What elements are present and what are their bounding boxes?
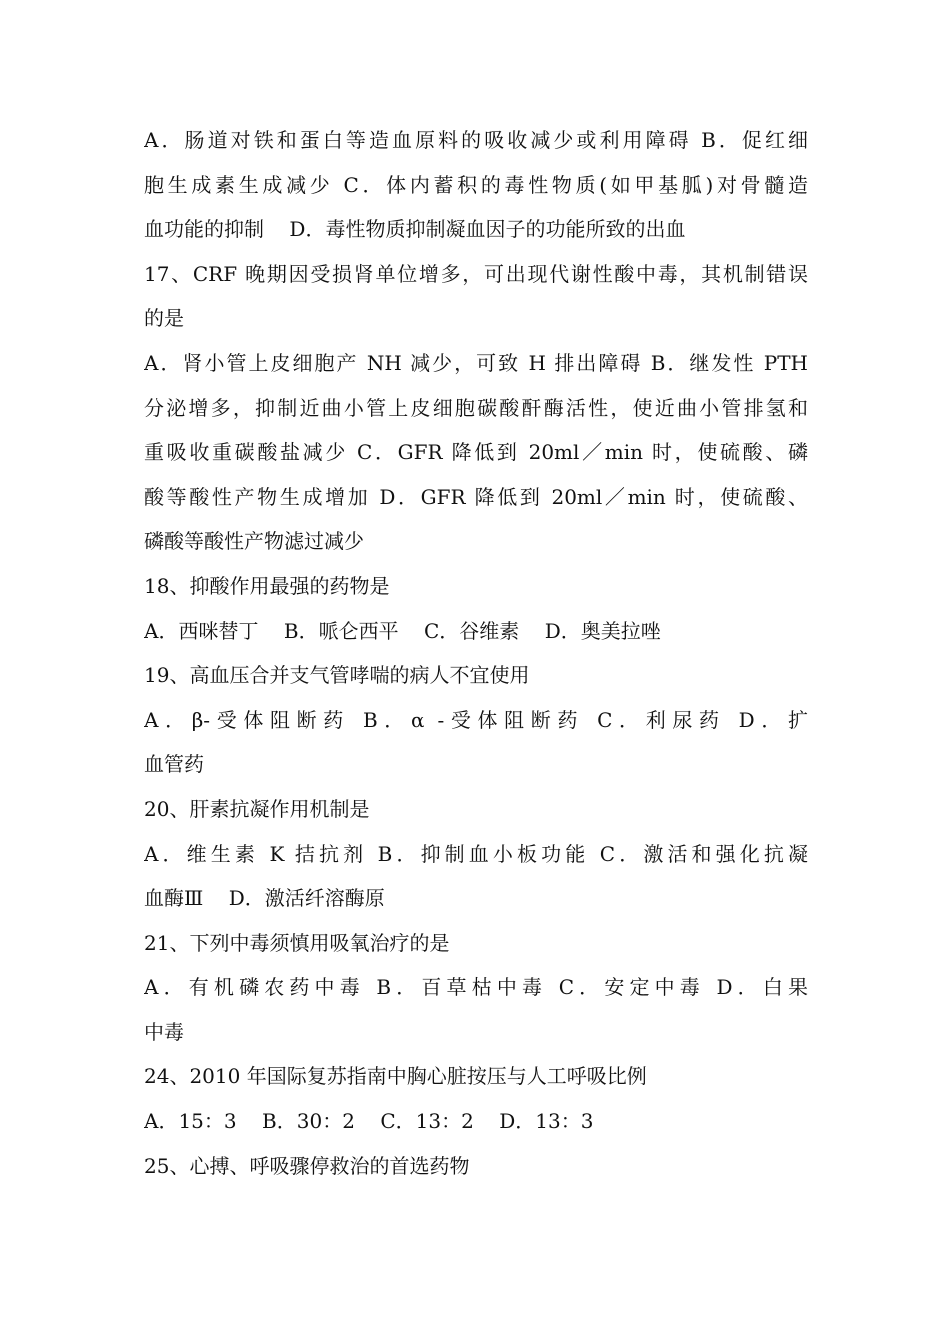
text-line: A．肾小管上皮细胞产 NH 减少，可致 H 排出障碍 B．继发性 PTH	[144, 350, 808, 375]
text-line: A．肠道对铁和蛋白等造血原料的吸收减少或利用障碍 B．促红细	[144, 128, 808, 152]
question-line: 25、心搏、呼吸骤停救治的首选药物	[144, 1153, 470, 1178]
text-line: 重吸收重碳酸盐减少 C．GFR 降低到 20ml／min 时，使硫酸、磷	[144, 440, 808, 465]
text-line: 磷酸等酸性产物滤过减少	[144, 529, 364, 554]
question-line: 17、CRF 晚期因受损肾单位增多，可出现代谢性酸中毒，其机制错误	[144, 261, 808, 286]
options-line: A．维生素 K 拮抗剂 B．抑制血小板功能 C．激活和强化抗凝	[144, 841, 808, 866]
document-page	[144, 118, 808, 1188]
text-line: 酸等酸性产物生成增加 D．GFR 降低到 20ml／min 时，使硫酸、	[144, 484, 808, 509]
question-line: 18、抑酸作用最强的药物是	[144, 573, 390, 598]
text-line: 血功能的抑制 D．毒性物质抑制凝血因子的功能所致的出血	[144, 217, 686, 242]
text-line: 的是	[144, 306, 184, 331]
text-line: 血管药	[144, 752, 204, 777]
text-line: 分泌增多，抑制近曲小管上皮细胞碳酸酐酶活性，使近曲小管排氢和	[144, 395, 808, 420]
question-line: 19、高血压合并支气管哮喘的病人不宜使用	[144, 663, 530, 688]
question-line: 24、2010 年国际复苏指南中胸心脏按压与人工呼吸比例	[144, 1064, 647, 1089]
text-line: 胞生成素生成减少 C．体内蓄积的毒性物质(如甲基胍)对骨髓造	[144, 172, 808, 197]
text-line: 血酶Ⅲ D．激活纤溶酶原	[144, 886, 385, 911]
question-line: 20、肝素抗凝作用机制是	[144, 796, 370, 821]
question-line: 21、下列中毒须慎用吸氧治疗的是	[144, 930, 450, 955]
options-line: A．15：3 B．30：2 C．13：2 D．13：3	[144, 1109, 594, 1134]
text-line: 中毒	[144, 1019, 184, 1044]
options-line: A．有机磷农药中毒 B．百草枯中毒 C．安定中毒 D．白果	[144, 975, 808, 1000]
options-line: A．西咪替丁 B．哌仑西平 C．谷维素 D．奥美拉唑	[144, 618, 661, 643]
options-line: A．β-受体阻断药 B．α -受体阻断药 C．利尿药 D．扩	[144, 707, 808, 732]
